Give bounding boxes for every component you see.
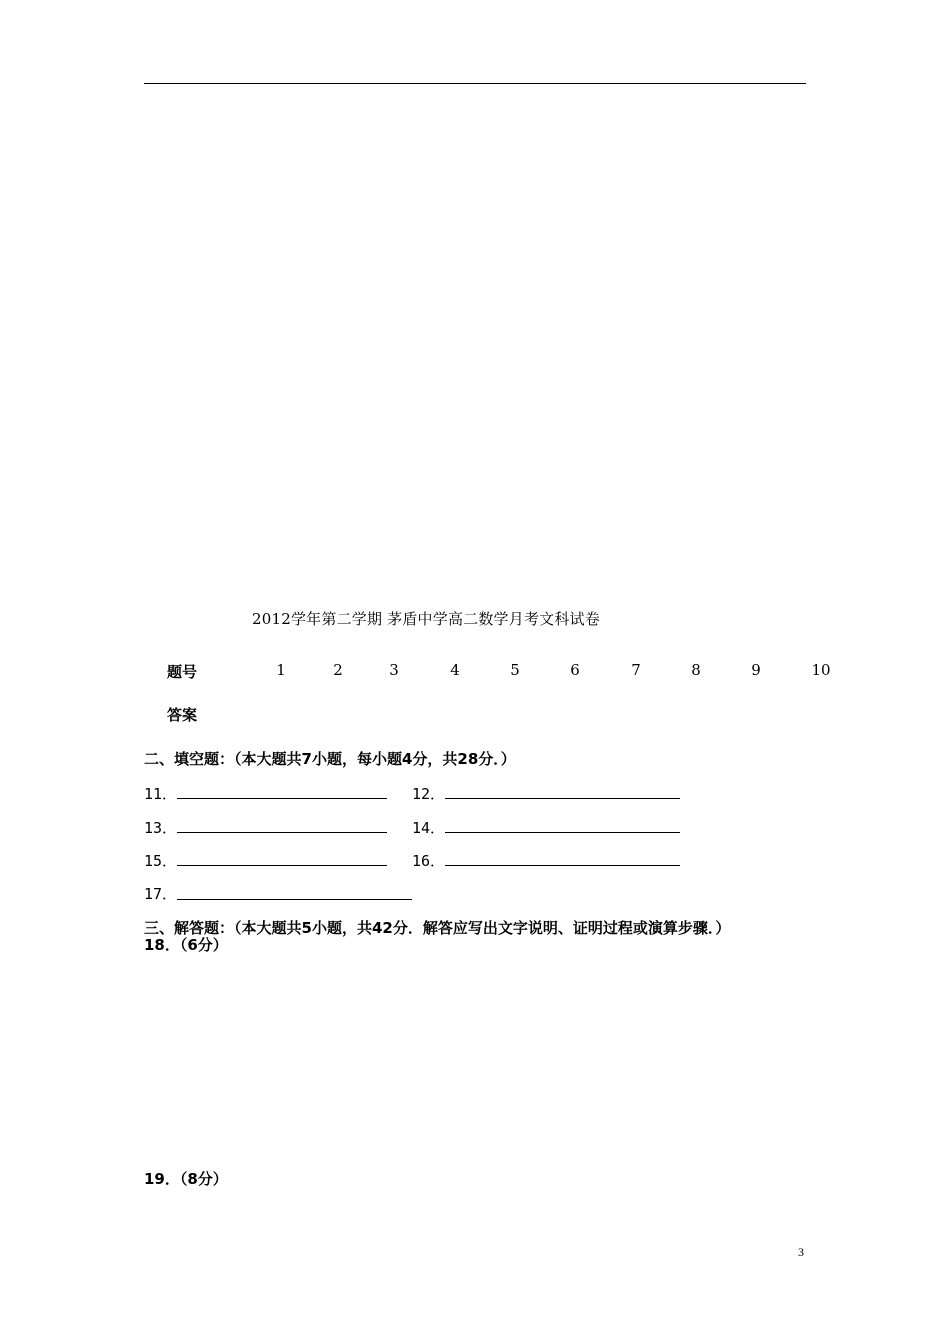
answer-label: 答案: [167, 706, 198, 724]
question-number-2: 2: [333, 661, 343, 679]
answer-blank-17[interactable]: [177, 899, 412, 900]
header-rule: [144, 83, 806, 84]
question-19-label: 19．（8分）: [144, 1170, 228, 1188]
blank-label-12: 12．: [412, 785, 446, 803]
page-number: 3: [798, 1245, 804, 1259]
question-number-3: 3: [389, 661, 399, 679]
blank-label-11: 11．: [144, 785, 178, 803]
section-2-heading: 二、填空题：（本大题共7小题，每小题4分，共28分．）: [144, 750, 516, 768]
blank-label-15: 15．: [144, 852, 178, 870]
answer-blank-12[interactable]: [445, 798, 680, 799]
blank-label-13: 13．: [144, 819, 178, 837]
blank-label-14: 14．: [412, 819, 446, 837]
blank-label-17: 17．: [144, 885, 178, 903]
question-number-6: 6: [570, 661, 580, 679]
answer-blank-14[interactable]: [445, 832, 680, 833]
answer-blank-13[interactable]: [177, 832, 387, 833]
answer-blank-16[interactable]: [445, 865, 680, 866]
question-number-8: 8: [691, 661, 701, 679]
question-number-7: 7: [631, 661, 641, 679]
section-3-heading: 三、解答题：（本大题共5小题，共42分．解答应写出文字说明、证明过程或演算步骤．）: [144, 919, 731, 937]
blank-label-16: 16．: [412, 852, 446, 870]
answer-blank-11[interactable]: [177, 798, 387, 799]
question-number-9: 9: [751, 661, 761, 679]
answer-blank-15[interactable]: [177, 865, 387, 866]
question-18-label: 18．（6分）: [144, 936, 228, 954]
question-number-10: 10: [811, 661, 831, 679]
question-number-4: 4: [450, 661, 460, 679]
question-number-5: 5: [510, 661, 520, 679]
question-number-1: 1: [276, 661, 286, 679]
question-number-label: 题号: [167, 663, 198, 681]
exam-title: 2012学年第二学期 茅盾中学高二数学月考文科试卷: [252, 610, 600, 628]
